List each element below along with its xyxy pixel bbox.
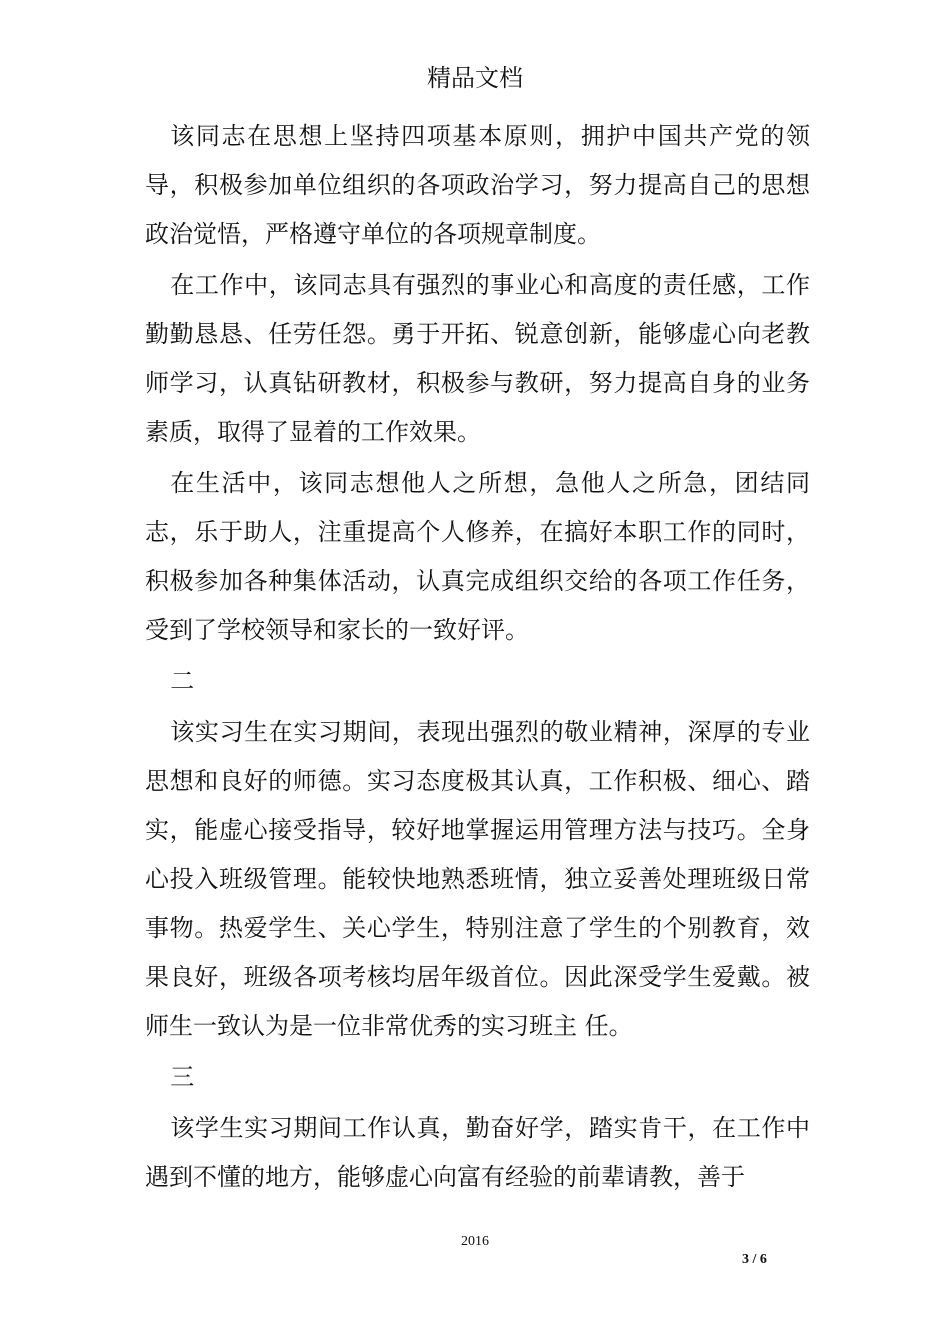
paragraph-student-evaluation: 该学生实习期间工作认真，勤奋好学，踏实肯干，在工作中遇到不懂的地方，能够虚心向富有经验的前辈请教，善于 bbox=[145, 1114, 810, 1191]
paragraph-intern-evaluation: 该实习生在实习期间，表现出强烈的敬业精神，深厚的专业思想和良好的师德。实习态度极其认真，工作积极、细心、踏实，能虚心接受指导，较好地掌握运用管理方法与技巧。全身心投入班级管理。能较快地熟悉班情，独立妥善处理班级日常事物。热爱学生、关心学生，特别注意了学生的个别教育，效果良好，班级各项考核均居年级首位。因此深受学生爱戴。被师生一致认为是一位非常优秀的实习班主 任。 bbox=[145, 718, 810, 1040]
paragraph-political: 该同志在思想上坚持四项基本原则，拥护中国共产党的领导，积极参加单位组织的各项政治学习，努力提高自己的思想政治觉悟，严格遵守单位的各项规章制度。 bbox=[145, 122, 810, 248]
section-number-two: 二 bbox=[170, 667, 195, 695]
page-header-title: 精品文档 bbox=[427, 64, 523, 92]
document-body bbox=[145, 112, 810, 1204]
section-number-three: 三 bbox=[170, 1063, 195, 1091]
paragraph-work: 在工作中，该同志具有强烈的事业心和高度的责任感，工作勤勤恳恳、任劳任怨。勇于开拓、锐意创新，能够虚心向老教师学习，认真钻研教材，积极参与教研，努力提高自身的业务素质，取得了显着的工作效果。 bbox=[145, 271, 810, 446]
paragraph-life: 在生活中，该同志想他人之所想，急他人之所急，团结同志，乐于助人，注重提高个人修养，在搞好本职工作的同时，积极参加各种集体活动，认真完成组织交给的各项工作任务，受到了学校领导和家长的一致好评。 bbox=[145, 469, 810, 644]
page-number: 3 / 6 bbox=[742, 1252, 767, 1267]
footer-year: 2016 bbox=[461, 1234, 489, 1249]
